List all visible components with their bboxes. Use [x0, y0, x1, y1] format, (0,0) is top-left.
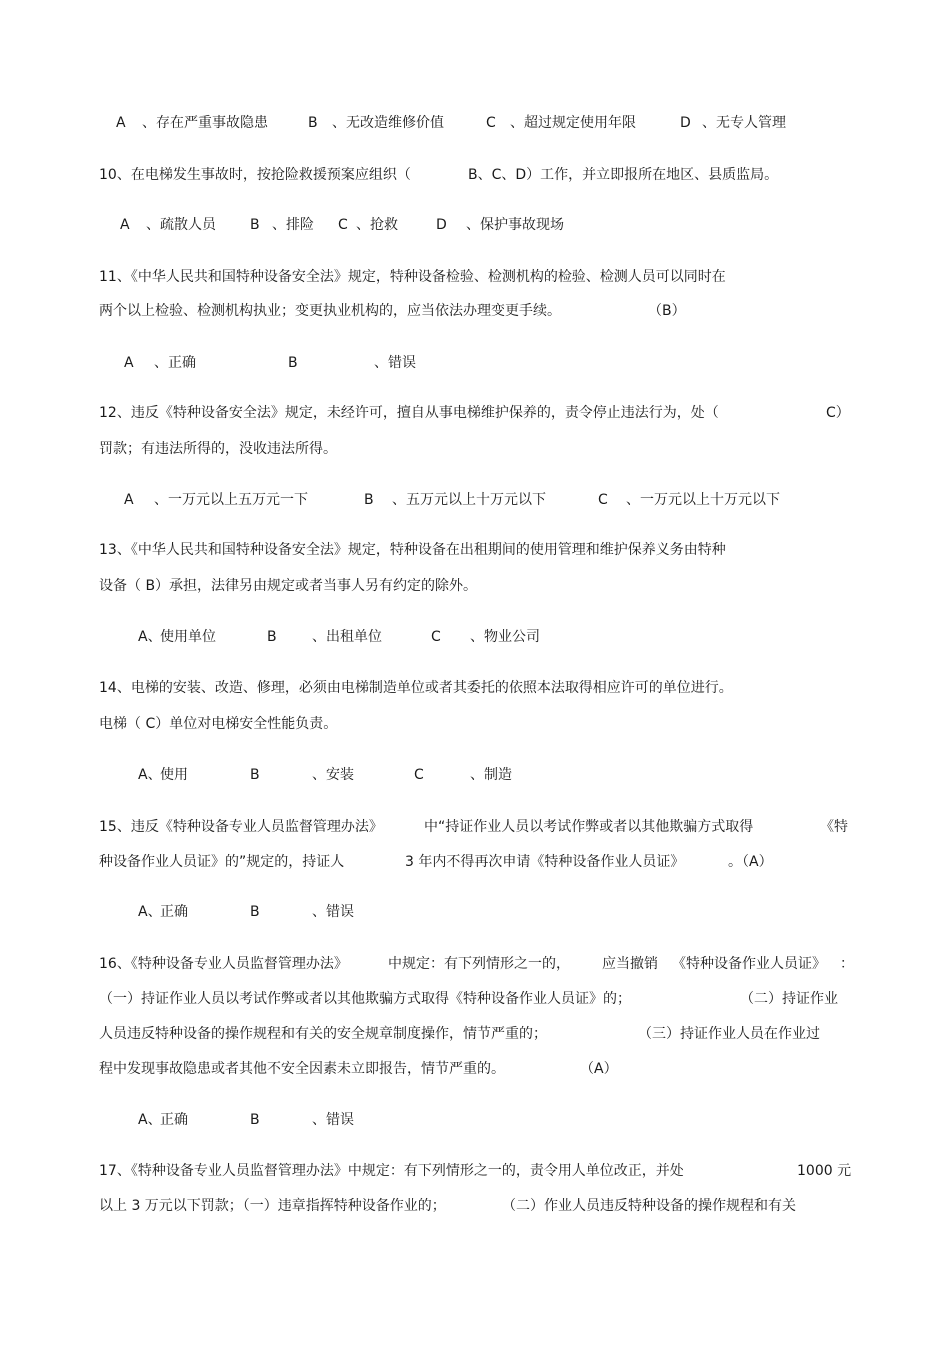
q14-line-2: 电梯（ C）单位对电梯安全性能负责。 — [99, 716, 338, 732]
q15-line-1a: 15、违反《特种设备专业人员监督管理办法》 — [99, 819, 383, 835]
q16-answer: （A） — [580, 1061, 618, 1077]
q17-line-1b: 1000 元 — [797, 1163, 852, 1179]
q17-line-2a: 以上 3 万元以下罚款；（一）违章指挥特种设备作业的； — [99, 1198, 446, 1214]
q10-line-2: B、C、D）工作，并立即报所在地区、县质监局。 — [468, 167, 779, 183]
q10-option-c-letter: C — [338, 217, 348, 233]
q10-option-c-text: 、抢救 — [356, 217, 398, 233]
q9-option-d-text: 、无专人管理 — [702, 115, 786, 131]
q13-option-c-letter: C — [431, 629, 441, 645]
q10-option-b-text: 、排险 — [272, 217, 314, 233]
q11-option-a-text: 、正确 — [154, 355, 196, 371]
q9-option-c-text: 、超过规定使用年限 — [510, 115, 636, 131]
q16-option-b-text: 、错误 — [312, 1112, 354, 1128]
q16-line-3b: （三）持证作业人员在作业过 — [638, 1026, 820, 1042]
q16-line-1e: ： — [840, 956, 854, 972]
q11-option-a-letter: A — [124, 355, 134, 371]
q11-line-2: 两个以上检验、检测机构执业；变更执业机构的，应当依法办理变更手续。 — [99, 303, 561, 319]
q11-option-b-letter: B — [288, 355, 298, 371]
q15-option-a-letter: A、 — [138, 904, 162, 920]
q16-line-2b: （二）持证作业 — [740, 991, 838, 1007]
q15-option-b-text: 、错误 — [312, 904, 354, 920]
q13-option-b-text: 、出租单位 — [312, 629, 382, 645]
q15-line-2b: 3 年内不得再次申请《特种设备作业人员证》 — [405, 854, 685, 870]
q9-option-a-letter: A — [116, 115, 126, 131]
q14-option-c-text: 、制造 — [470, 767, 512, 783]
q10-option-a-text: 、疏散人员 — [146, 217, 216, 233]
q16-line-1d: 《特种设备作业人员证》 — [672, 956, 826, 972]
q16-option-a-letter: A、 — [138, 1112, 162, 1128]
q15-option-a-text: 正确 — [160, 904, 188, 920]
q9-option-d-letter: D — [680, 115, 691, 131]
q15-line-1b: 中“持证作业人员以考试作弊或者以其他欺骗方式取得 — [424, 819, 754, 835]
q12-answer: C） — [826, 405, 850, 421]
q14-option-b-letter: B — [250, 767, 260, 783]
q12-option-b-letter: B — [364, 492, 374, 508]
q10-option-d-letter: D — [436, 217, 447, 233]
q13-option-b-letter: B — [267, 629, 277, 645]
q13-option-c-text: 、物业公司 — [470, 629, 540, 645]
q10-option-d-text: 、保护事故现场 — [466, 217, 564, 233]
q15-line-1c: 《特 — [820, 819, 848, 835]
q13-option-a-letter: A、 — [138, 629, 162, 645]
q10-line-1: 10、在电梯发生事故时，按抢险救援预案应组织（ — [99, 167, 411, 183]
q14-option-b-text: 、安装 — [312, 767, 354, 783]
q11-answer: （B） — [648, 303, 686, 319]
q9-option-b-text: 、无改造维修价值 — [332, 115, 444, 131]
q10-option-b-letter: B — [250, 217, 260, 233]
q11-option-b-text: 、错误 — [374, 355, 416, 371]
q16-option-b-letter: B — [250, 1112, 260, 1128]
q12-option-a-letter: A — [124, 492, 134, 508]
q12-line-1: 12、违反《特种设备安全法》规定，未经许可，擅自从事电梯维护保养的，责令停止违法行为，处（ — [99, 405, 719, 421]
q9-option-a-text: 、存在严重事故隐患 — [142, 115, 268, 131]
q13-line-1: 13、《中华人民共和国特种设备安全法》规定，特种设备在出租期间的使用管理和维护保养义务由特种 — [99, 542, 726, 558]
q12-line-2: 罚款；有违法所得的，没收违法所得。 — [99, 441, 337, 457]
q14-line-1: 14、电梯的安装、改造、修理，必须由电梯制造单位或者其委托的依照本法取得相应许可的单位进行。 — [99, 680, 733, 696]
q13-option-a-text: 使用单位 — [160, 629, 216, 645]
q13-line-2: 设备（ B）承担，法律另由规定或者当事人另有约定的除外。 — [99, 578, 478, 594]
q17-line-1a: 17、《特种设备专业人员监督管理办法》中规定：有下列情形之一的，责令用人单位改正，并处 — [99, 1163, 684, 1179]
q15-option-b-letter: B — [250, 904, 260, 920]
q16-line-1b: 中规定：有下列情形之一的， — [388, 956, 570, 972]
q12-option-c-text: 、一万元以上十万元以下 — [626, 492, 780, 508]
q12-option-c-letter: C — [598, 492, 608, 508]
q16-line-3a: 人员违反特种设备的操作规程和有关的安全规章制度操作，情节严重的； — [99, 1026, 547, 1042]
q14-option-a-letter: A、 — [138, 767, 162, 783]
q15-answer: 。（A） — [728, 854, 773, 870]
q12-option-b-text: 、五万元以上十万元以下 — [392, 492, 546, 508]
q16-line-1a: 16、《特种设备专业人员监督管理办法》 — [99, 956, 348, 972]
q17-line-2b: （二）作业人员违反特种设备的操作规程和有关 — [502, 1198, 796, 1214]
q14-option-a-text: 使用 — [160, 767, 188, 783]
q11-line-1: 11、《中华人民共和国特种设备安全法》规定，特种设备检验、检测机构的检验、检测人员可以同时在 — [99, 269, 726, 285]
q16-option-a-text: 正确 — [160, 1112, 188, 1128]
q9-option-c-letter: C — [486, 115, 496, 131]
q16-line-2a: （一）持证作业人员以考试作弊或者以其他欺骗方式取得《特种设备作业人员证》的； — [99, 991, 631, 1007]
q15-line-2a: 种设备作业人员证》的”规定的，持证人 — [99, 854, 345, 870]
q10-option-a-letter: A — [120, 217, 130, 233]
q16-line-1c: 应当撤销 — [602, 956, 658, 972]
q14-option-c-letter: C — [414, 767, 424, 783]
q12-option-a-text: 、一万元以上五万元一下 — [154, 492, 308, 508]
q9-option-b-letter: B — [308, 115, 318, 131]
q16-line-4: 程中发现事故隐患或者其他不安全因素未立即报告，情节严重的。 — [99, 1061, 505, 1077]
